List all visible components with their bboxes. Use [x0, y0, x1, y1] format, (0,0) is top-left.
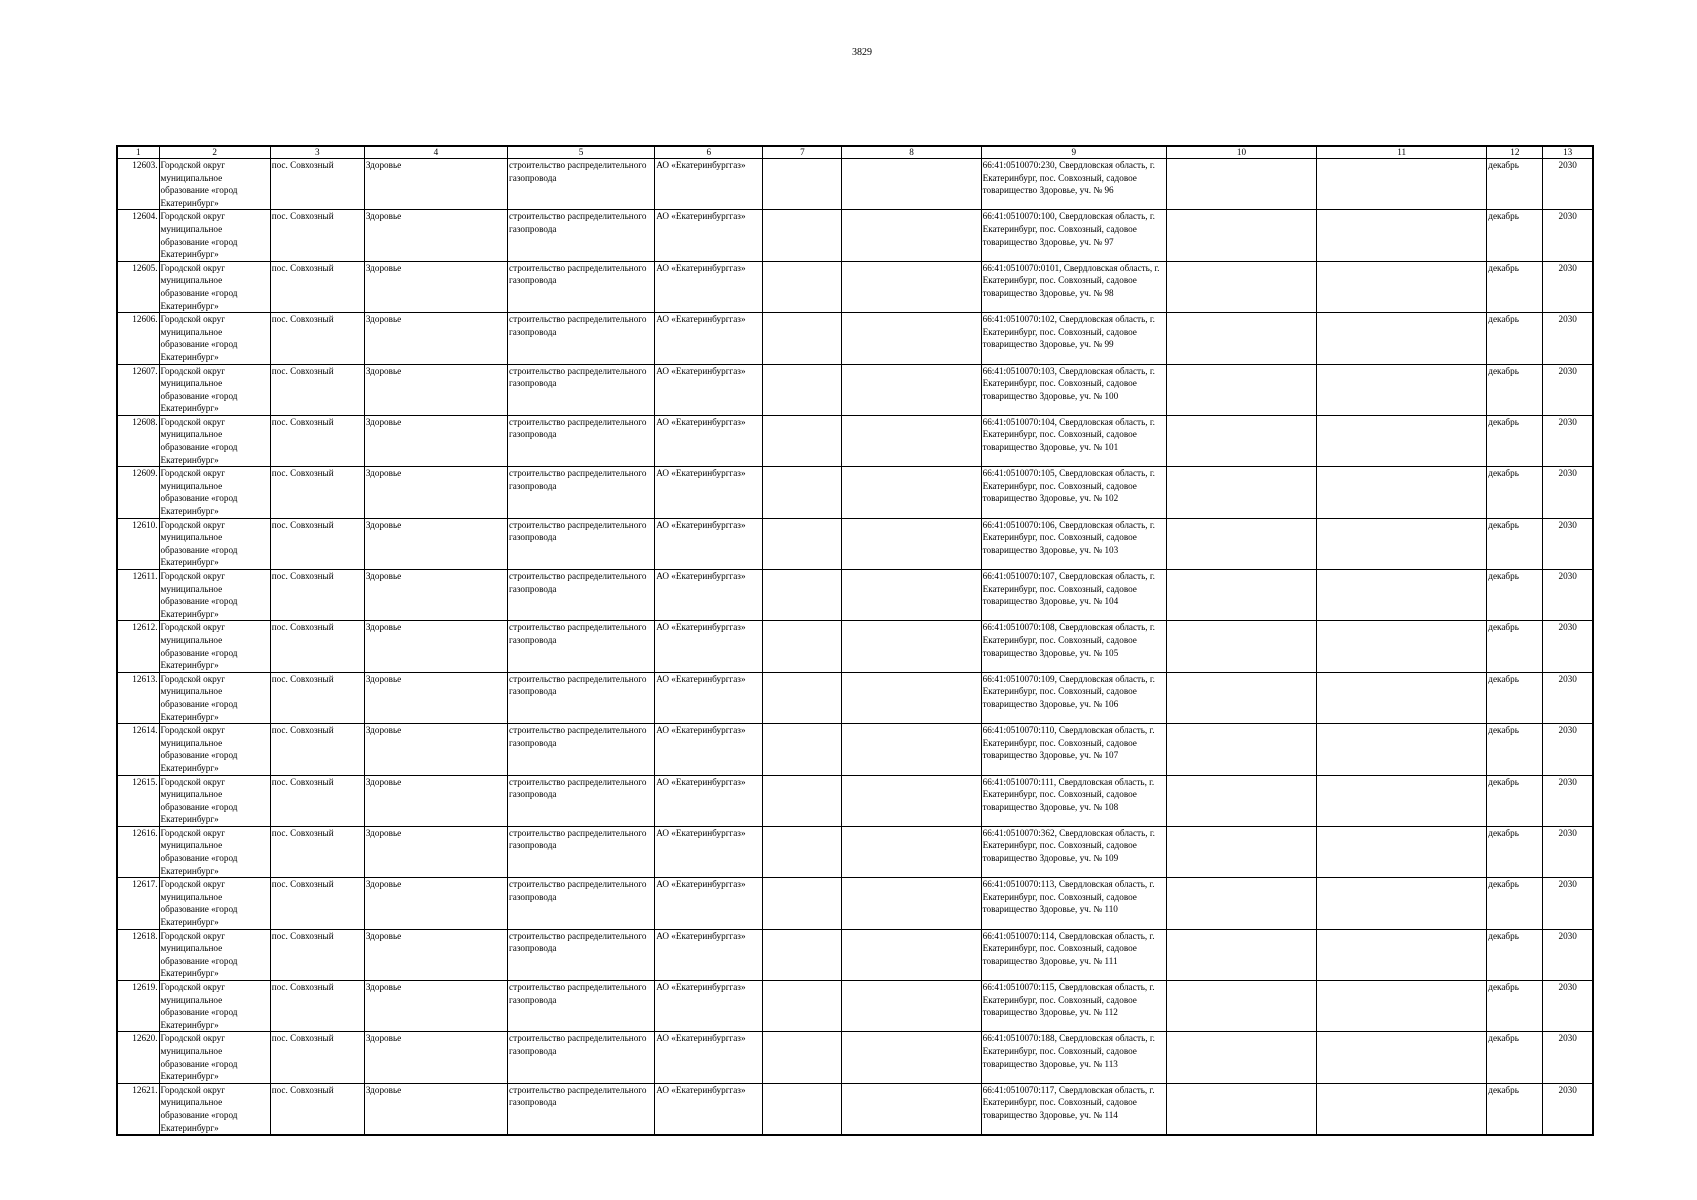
organization-cell: АО «Екатеринбурггаз»: [655, 1083, 763, 1135]
row-number-cell: 12619.: [117, 981, 159, 1032]
table-row: [117, 415, 1593, 466]
settlement-cell: пос. Совхозный: [270, 1032, 364, 1083]
object-name-cell: Здоровье: [364, 570, 507, 621]
column-7-cell: [763, 261, 842, 312]
month-cell: декабрь: [1487, 929, 1543, 980]
table-row: [117, 210, 1593, 261]
organization-cell: АО «Екатеринбурггаз»: [655, 261, 763, 312]
row-number-cell: 12603.: [117, 159, 159, 210]
column-7-cell: [763, 364, 842, 415]
settlement-cell: пос. Совхозный: [270, 518, 364, 569]
column-number-row: [117, 146, 1593, 159]
column-header-11: 11: [1317, 146, 1487, 159]
month-cell: декабрь: [1487, 159, 1543, 210]
column-8-cell: [842, 929, 981, 980]
column-header-7: 7: [763, 146, 842, 159]
year-cell: 2030: [1543, 775, 1593, 826]
organization-cell: АО «Екатеринбурггаз»: [655, 210, 763, 261]
table-row: [117, 1032, 1593, 1083]
table-row: [117, 313, 1593, 364]
municipality-cell: Городской округ муниципальное образование «город Екатеринбург»: [159, 775, 270, 826]
row-number-cell: 12620.: [117, 1032, 159, 1083]
column-10-cell: [1166, 878, 1316, 929]
month-cell: декабрь: [1487, 261, 1543, 312]
column-10-cell: [1166, 570, 1316, 621]
column-header-10: 10: [1166, 146, 1316, 159]
organization-cell: АО «Екатеринбурггаз»: [655, 159, 763, 210]
row-number-cell: 12608.: [117, 415, 159, 466]
row-number-cell: 12609.: [117, 467, 159, 518]
column-10-cell: [1166, 981, 1316, 1032]
object-name-cell: Здоровье: [364, 261, 507, 312]
row-number-cell: 12604.: [117, 210, 159, 261]
month-cell: декабрь: [1487, 210, 1543, 261]
column-10-cell: [1166, 364, 1316, 415]
month-cell: декабрь: [1487, 518, 1543, 569]
column-7-cell: [763, 159, 842, 210]
table-row: [117, 672, 1593, 723]
column-11-cell: [1317, 467, 1487, 518]
month-cell: декабрь: [1487, 1083, 1543, 1135]
column-8-cell: [842, 518, 981, 569]
purpose-cell: строительство распределительного газопровода: [508, 313, 655, 364]
month-cell: декабрь: [1487, 826, 1543, 877]
column-10-cell: [1166, 929, 1316, 980]
organization-cell: АО «Екатеринбурггаз»: [655, 878, 763, 929]
column-8-cell: [842, 724, 981, 775]
municipality-cell: Городской округ муниципальное образование «город Екатеринбург»: [159, 518, 270, 569]
column-7-cell: [763, 1083, 842, 1135]
column-11-cell: [1317, 364, 1487, 415]
year-cell: 2030: [1543, 1032, 1593, 1083]
purpose-cell: строительство распределительного газопровода: [508, 981, 655, 1032]
column-8-cell: [842, 981, 981, 1032]
month-cell: декабрь: [1487, 415, 1543, 466]
settlement-cell: пос. Совхозный: [270, 210, 364, 261]
settlement-cell: пос. Совхозный: [270, 724, 364, 775]
table-row: [117, 159, 1593, 210]
year-cell: 2030: [1543, 313, 1593, 364]
table-body: [117, 159, 1593, 1136]
column-11-cell: [1317, 1083, 1487, 1135]
year-cell: 2030: [1543, 621, 1593, 672]
municipality-cell: Городской округ муниципальное образование «город Екатеринбург»: [159, 261, 270, 312]
column-8-cell: [842, 775, 981, 826]
municipality-cell: Городской округ муниципальное образование «город Екатеринбург»: [159, 1032, 270, 1083]
column-8-cell: [842, 261, 981, 312]
column-8-cell: [842, 159, 981, 210]
column-10-cell: [1166, 672, 1316, 723]
purpose-cell: строительство распределительного газопровода: [508, 621, 655, 672]
organization-cell: АО «Екатеринбурггаз»: [655, 518, 763, 569]
object-name-cell: Здоровье: [364, 775, 507, 826]
purpose-cell: строительство распределительного газопровода: [508, 826, 655, 877]
settlement-cell: пос. Совхозный: [270, 1083, 364, 1135]
column-11-cell: [1317, 518, 1487, 569]
cadastral-location-cell: 66:41:0510070:102, Свердловская область, г. Екатеринбург, пос. Совхозный, садовое товарищество Здоровье, уч. № 99: [981, 313, 1166, 364]
purpose-cell: строительство распределительного газопровода: [508, 1032, 655, 1083]
year-cell: 2030: [1543, 364, 1593, 415]
organization-cell: АО «Екатеринбурггаз»: [655, 929, 763, 980]
organization-cell: АО «Екатеринбурггаз»: [655, 570, 763, 621]
organization-cell: АО «Екатеринбурггаз»: [655, 621, 763, 672]
municipality-cell: Городской округ муниципальное образование «город Екатеринбург»: [159, 1083, 270, 1135]
month-cell: декабрь: [1487, 467, 1543, 518]
column-11-cell: [1317, 313, 1487, 364]
column-header-6: 6: [655, 146, 763, 159]
object-name-cell: Здоровье: [364, 878, 507, 929]
cadastral-location-cell: 66:41:0510070:115, Свердловская область, г. Екатеринбург, пос. Совхозный, садовое товарищество Здоровье, уч. № 112: [981, 981, 1166, 1032]
column-header-5: 5: [508, 146, 655, 159]
municipality-cell: Городской округ муниципальное образование «город Екатеринбург»: [159, 364, 270, 415]
settlement-cell: пос. Совхозный: [270, 981, 364, 1032]
column-10-cell: [1166, 724, 1316, 775]
year-cell: 2030: [1543, 210, 1593, 261]
column-8-cell: [842, 570, 981, 621]
row-number-cell: 12615.: [117, 775, 159, 826]
cadastral-location-cell: 66:41:0510070:111, Свердловская область, г. Екатеринбург, пос. Совхозный, садовое товарищество Здоровье, уч. № 108: [981, 775, 1166, 826]
column-8-cell: [842, 621, 981, 672]
column-8-cell: [842, 313, 981, 364]
column-7-cell: [763, 313, 842, 364]
table-row: [117, 467, 1593, 518]
settlement-cell: пос. Совхозный: [270, 159, 364, 210]
column-11-cell: [1317, 261, 1487, 312]
settlement-cell: пос. Совхозный: [270, 621, 364, 672]
cadastral-location-cell: 66:41:0510070:106, Свердловская область, г. Екатеринбург, пос. Совхозный, садовое товарищество Здоровье, уч. № 103: [981, 518, 1166, 569]
municipality-cell: Городской округ муниципальное образование «город Екатеринбург»: [159, 415, 270, 466]
column-11-cell: [1317, 826, 1487, 877]
purpose-cell: строительство распределительного газопровода: [508, 415, 655, 466]
organization-cell: АО «Екатеринбурггаз»: [655, 364, 763, 415]
purpose-cell: строительство распределительного газопровода: [508, 159, 655, 210]
year-cell: 2030: [1543, 467, 1593, 518]
purpose-cell: строительство распределительного газопровода: [508, 518, 655, 569]
month-cell: декабрь: [1487, 570, 1543, 621]
cadastral-location-cell: 66:41:0510070:105, Свердловская область, г. Екатеринбург, пос. Совхозный, садовое товарищество Здоровье, уч. № 102: [981, 467, 1166, 518]
column-10-cell: [1166, 415, 1316, 466]
column-7-cell: [763, 210, 842, 261]
row-number-cell: 12617.: [117, 878, 159, 929]
cadastral-location-cell: 66:41:0510070:362, Свердловская область, г. Екатеринбург, пос. Совхозный, садовое товарищество Здоровье, уч. № 109: [981, 826, 1166, 877]
column-10-cell: [1166, 261, 1316, 312]
row-number-cell: 12610.: [117, 518, 159, 569]
row-number-cell: 12605.: [117, 261, 159, 312]
row-number-cell: 12618.: [117, 929, 159, 980]
column-7-cell: [763, 929, 842, 980]
object-name-cell: Здоровье: [364, 518, 507, 569]
object-name-cell: Здоровье: [364, 1032, 507, 1083]
column-7-cell: [763, 775, 842, 826]
column-7-cell: [763, 724, 842, 775]
year-cell: 2030: [1543, 1083, 1593, 1135]
column-7-cell: [763, 415, 842, 466]
object-name-cell: Здоровье: [364, 415, 507, 466]
row-number-cell: 12613.: [117, 672, 159, 723]
year-cell: 2030: [1543, 724, 1593, 775]
year-cell: 2030: [1543, 672, 1593, 723]
column-11-cell: [1317, 1032, 1487, 1083]
month-cell: декабрь: [1487, 878, 1543, 929]
year-cell: 2030: [1543, 981, 1593, 1032]
column-8-cell: [842, 364, 981, 415]
purpose-cell: строительство распределительного газопровода: [508, 210, 655, 261]
column-7-cell: [763, 981, 842, 1032]
column-header-8: 8: [842, 146, 981, 159]
column-header-2: 2: [159, 146, 270, 159]
municipality-cell: Городской округ муниципальное образование «город Екатеринбург»: [159, 570, 270, 621]
municipality-cell: Городской округ муниципальное образование «город Екатеринбург»: [159, 826, 270, 877]
table-row: [117, 261, 1593, 312]
column-header-13: 13: [1543, 146, 1593, 159]
column-11-cell: [1317, 159, 1487, 210]
column-7-cell: [763, 467, 842, 518]
column-header-4: 4: [364, 146, 507, 159]
purpose-cell: строительство распределительного газопровода: [508, 929, 655, 980]
organization-cell: АО «Екатеринбурггаз»: [655, 724, 763, 775]
year-cell: 2030: [1543, 261, 1593, 312]
settlement-cell: пос. Совхозный: [270, 826, 364, 877]
object-name-cell: Здоровье: [364, 159, 507, 210]
object-name-cell: Здоровье: [364, 621, 507, 672]
table-row: [117, 724, 1593, 775]
purpose-cell: строительство распределительного газопровода: [508, 570, 655, 621]
table-row: [117, 878, 1593, 929]
table-row: [117, 1083, 1593, 1135]
purpose-cell: строительство распределительного газопровода: [508, 724, 655, 775]
cadastral-location-cell: 66:41:0510070:113, Свердловская область, г. Екатеринбург, пос. Совхозный, садовое товарищество Здоровье, уч. № 110: [981, 878, 1166, 929]
municipality-cell: Городской округ муниципальное образование «город Екатеринбург»: [159, 621, 270, 672]
purpose-cell: строительство распределительного газопровода: [508, 261, 655, 312]
column-10-cell: [1166, 467, 1316, 518]
settlement-cell: пос. Совхозный: [270, 261, 364, 312]
cadastral-location-cell: 66:41:0510070:109, Свердловская область, г. Екатеринбург, пос. Совхозный, садовое товарищество Здоровье, уч. № 106: [981, 672, 1166, 723]
column-10-cell: [1166, 621, 1316, 672]
column-7-cell: [763, 621, 842, 672]
column-10-cell: [1166, 1032, 1316, 1083]
cadastral-location-cell: 66:41:0510070:107, Свердловская область, г. Екатеринбург, пос. Совхозный, садовое товарищество Здоровье, уч. № 104: [981, 570, 1166, 621]
year-cell: 2030: [1543, 570, 1593, 621]
column-8-cell: [842, 415, 981, 466]
table-row: [117, 981, 1593, 1032]
cadastral-location-cell: 66:41:0510070:188, Свердловская область, г. Екатеринбург, пос. Совхозный, садовое товарищество Здоровье, уч. № 113: [981, 1032, 1166, 1083]
purpose-cell: строительство распределительного газопровода: [508, 672, 655, 723]
column-8-cell: [842, 826, 981, 877]
settlement-cell: пос. Совхозный: [270, 364, 364, 415]
column-header-9: 9: [981, 146, 1166, 159]
settlement-cell: пос. Совхозный: [270, 775, 364, 826]
municipality-cell: Городской округ муниципальное образование «город Екатеринбург»: [159, 467, 270, 518]
organization-cell: АО «Екатеринбурггаз»: [655, 981, 763, 1032]
object-name-cell: Здоровье: [364, 981, 507, 1032]
settlement-cell: пос. Совхозный: [270, 929, 364, 980]
column-11-cell: [1317, 415, 1487, 466]
column-header-3: 3: [270, 146, 364, 159]
column-10-cell: [1166, 159, 1316, 210]
municipality-cell: Городской округ муниципальное образование «город Екатеринбург»: [159, 313, 270, 364]
column-10-cell: [1166, 210, 1316, 261]
column-11-cell: [1317, 929, 1487, 980]
year-cell: 2030: [1543, 826, 1593, 877]
column-11-cell: [1317, 621, 1487, 672]
object-name-cell: Здоровье: [364, 1083, 507, 1135]
column-7-cell: [763, 518, 842, 569]
table-row: [117, 570, 1593, 621]
year-cell: 2030: [1543, 878, 1593, 929]
cadastral-location-cell: 66:41:0510070:110, Свердловская область, г. Екатеринбург, пос. Совхозный, садовое товарищество Здоровье, уч. № 107: [981, 724, 1166, 775]
cadastral-location-cell: 66:41:0510070:108, Свердловская область, г. Екатеринбург, пос. Совхозный, садовое товарищество Здоровье, уч. № 105: [981, 621, 1166, 672]
column-8-cell: [842, 1032, 981, 1083]
cadastral-location-cell: 66:41:0510070:230, Свердловская область, г. Екатеринбург, пос. Совхозный, садовое товарищество Здоровье, уч. № 96: [981, 159, 1166, 210]
table-row: [117, 929, 1593, 980]
column-7-cell: [763, 672, 842, 723]
column-7-cell: [763, 878, 842, 929]
column-11-cell: [1317, 724, 1487, 775]
object-name-cell: Здоровье: [364, 672, 507, 723]
row-number-cell: 12611.: [117, 570, 159, 621]
month-cell: декабрь: [1487, 1032, 1543, 1083]
organization-cell: АО «Екатеринбурггаз»: [655, 467, 763, 518]
month-cell: декабрь: [1487, 364, 1543, 415]
cadastral-location-cell: 66:41:0510070:104, Свердловская область, г. Екатеринбург, пос. Совхозный, садовое товарищество Здоровье, уч. № 101: [981, 415, 1166, 466]
organization-cell: АО «Екатеринбурггаз»: [655, 775, 763, 826]
settlement-cell: пос. Совхозный: [270, 570, 364, 621]
month-cell: декабрь: [1487, 775, 1543, 826]
row-number-cell: 12621.: [117, 1083, 159, 1135]
column-11-cell: [1317, 878, 1487, 929]
column-8-cell: [842, 672, 981, 723]
settlement-cell: пос. Совхозный: [270, 878, 364, 929]
cadastral-location-cell: 66:41:0510070:114, Свердловская область, г. Екатеринбург, пос. Совхозный, садовое товарищество Здоровье, уч. № 111: [981, 929, 1166, 980]
municipality-cell: Городской округ муниципальное образование «город Екатеринбург»: [159, 672, 270, 723]
month-cell: декабрь: [1487, 724, 1543, 775]
column-11-cell: [1317, 570, 1487, 621]
object-name-cell: Здоровье: [364, 364, 507, 415]
year-cell: 2030: [1543, 929, 1593, 980]
year-cell: 2030: [1543, 415, 1593, 466]
organization-cell: АО «Екатеринбурггаз»: [655, 1032, 763, 1083]
cadastral-location-cell: 66:41:0510070:0101, Свердловская область, г. Екатеринбург, пос. Совхозный, садовое товарищество Здоровье, уч. № 98: [981, 261, 1166, 312]
object-name-cell: Здоровье: [364, 210, 507, 261]
column-11-cell: [1317, 210, 1487, 261]
row-number-cell: 12612.: [117, 621, 159, 672]
column-11-cell: [1317, 981, 1487, 1032]
purpose-cell: строительство распределительного газопровода: [508, 775, 655, 826]
settlement-cell: пос. Совхозный: [270, 415, 364, 466]
settlement-cell: пос. Совхозный: [270, 313, 364, 364]
column-10-cell: [1166, 313, 1316, 364]
object-name-cell: Здоровье: [364, 467, 507, 518]
column-8-cell: [842, 878, 981, 929]
row-number-cell: 12607.: [117, 364, 159, 415]
municipality-cell: Городской округ муниципальное образование «город Екатеринбург»: [159, 210, 270, 261]
column-7-cell: [763, 570, 842, 621]
column-10-cell: [1166, 1083, 1316, 1135]
purpose-cell: строительство распределительного газопровода: [508, 878, 655, 929]
municipality-cell: Городской округ муниципальное образование «город Екатеринбург»: [159, 929, 270, 980]
municipality-cell: Городской округ муниципальное образование «город Екатеринбург»: [159, 724, 270, 775]
organization-cell: АО «Екатеринбурггаз»: [655, 826, 763, 877]
purpose-cell: строительство распределительного газопровода: [508, 467, 655, 518]
month-cell: декабрь: [1487, 621, 1543, 672]
column-11-cell: [1317, 672, 1487, 723]
column-8-cell: [842, 467, 981, 518]
column-10-cell: [1166, 775, 1316, 826]
table-row: [117, 775, 1593, 826]
column-7-cell: [763, 826, 842, 877]
table-row: [117, 826, 1593, 877]
municipality-cell: Городской округ муниципальное образование «город Екатеринбург»: [159, 981, 270, 1032]
settlement-cell: пос. Совхозный: [270, 672, 364, 723]
object-name-cell: Здоровье: [364, 826, 507, 877]
month-cell: декабрь: [1487, 313, 1543, 364]
purpose-cell: строительство распределительного газопровода: [508, 364, 655, 415]
row-number-cell: 12614.: [117, 724, 159, 775]
object-name-cell: Здоровье: [364, 724, 507, 775]
cadastral-location-cell: 66:41:0510070:100, Свердловская область, г. Екатеринбург, пос. Совхозный, садовое товарищество Здоровье, уч. № 97: [981, 210, 1166, 261]
column-header-12: 12: [1487, 146, 1543, 159]
column-10-cell: [1166, 518, 1316, 569]
column-8-cell: [842, 1083, 981, 1135]
table-row: [117, 364, 1593, 415]
purpose-cell: строительство распределительного газопровода: [508, 1083, 655, 1135]
column-8-cell: [842, 210, 981, 261]
settlement-cell: пос. Совхозный: [270, 467, 364, 518]
organization-cell: АО «Екатеринбурггаз»: [655, 313, 763, 364]
organization-cell: АО «Екатеринбурггаз»: [655, 672, 763, 723]
column-11-cell: [1317, 775, 1487, 826]
row-number-cell: 12606.: [117, 313, 159, 364]
cadastral-location-cell: 66:41:0510070:103, Свердловская область, г. Екатеринбург, пос. Совхозный, садовое товарищество Здоровье, уч. № 100: [981, 364, 1166, 415]
row-number-cell: 12616.: [117, 826, 159, 877]
organization-cell: АО «Екатеринбурггаз»: [655, 415, 763, 466]
object-name-cell: Здоровье: [364, 313, 507, 364]
page-number: 3829: [852, 47, 872, 58]
register-table: [116, 145, 1594, 1136]
cadastral-location-cell: 66:41:0510070:117, Свердловская область, г. Екатеринбург, пос. Совхозный, садовое товарищество Здоровье, уч. № 114: [981, 1083, 1166, 1135]
column-header-1: 1: [117, 146, 159, 159]
table-row: [117, 518, 1593, 569]
table-row: [117, 621, 1593, 672]
month-cell: декабрь: [1487, 981, 1543, 1032]
year-cell: 2030: [1543, 159, 1593, 210]
municipality-cell: Городской округ муниципальное образование «город Екатеринбург»: [159, 159, 270, 210]
column-10-cell: [1166, 826, 1316, 877]
year-cell: 2030: [1543, 518, 1593, 569]
object-name-cell: Здоровье: [364, 929, 507, 980]
municipality-cell: Городской округ муниципальное образование «город Екатеринбург»: [159, 878, 270, 929]
month-cell: декабрь: [1487, 672, 1543, 723]
column-7-cell: [763, 1032, 842, 1083]
